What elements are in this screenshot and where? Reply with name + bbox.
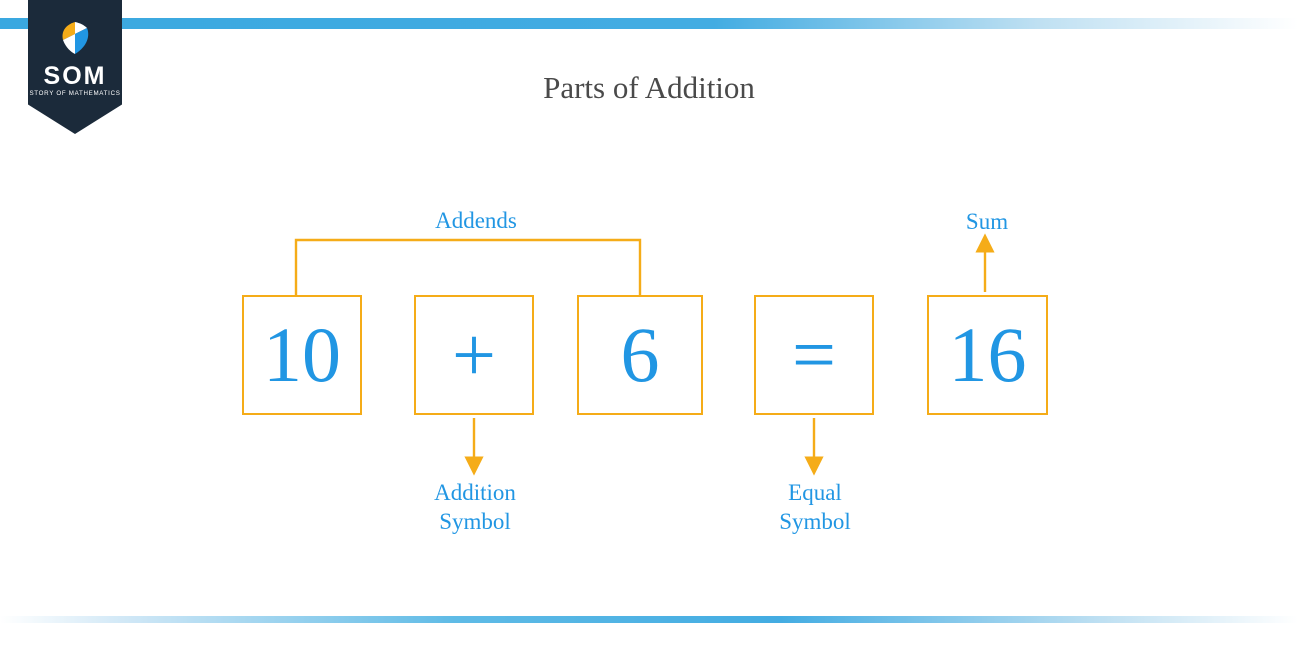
sum-label: Sum — [965, 209, 1009, 234]
sum-box: 16 — [927, 295, 1048, 415]
addition-symbol-label-line1: Addition — [434, 480, 516, 505]
addends-label: Addends — [435, 208, 517, 233]
addends-bracket — [296, 240, 640, 295]
addition-symbol-label — [385, 479, 565, 537]
equals-operator-box: = — [754, 295, 874, 415]
addition-symbol-label-line2: Symbol — [439, 508, 511, 534]
equal-symbol-label — [725, 479, 905, 537]
logo-tagline: STORY OF MATHEMATICS — [29, 90, 121, 97]
equal-symbol-label-line1: Equal — [788, 480, 842, 505]
page-title: Parts of Addition — [543, 70, 755, 105]
addend-2-box: 6 — [577, 295, 703, 415]
logo-name: SOM — [43, 62, 107, 90]
addend-1-box: 10 — [242, 295, 362, 415]
plus-operator-box: + — [414, 295, 534, 415]
equal-symbol-label-line2: Symbol — [779, 508, 851, 534]
